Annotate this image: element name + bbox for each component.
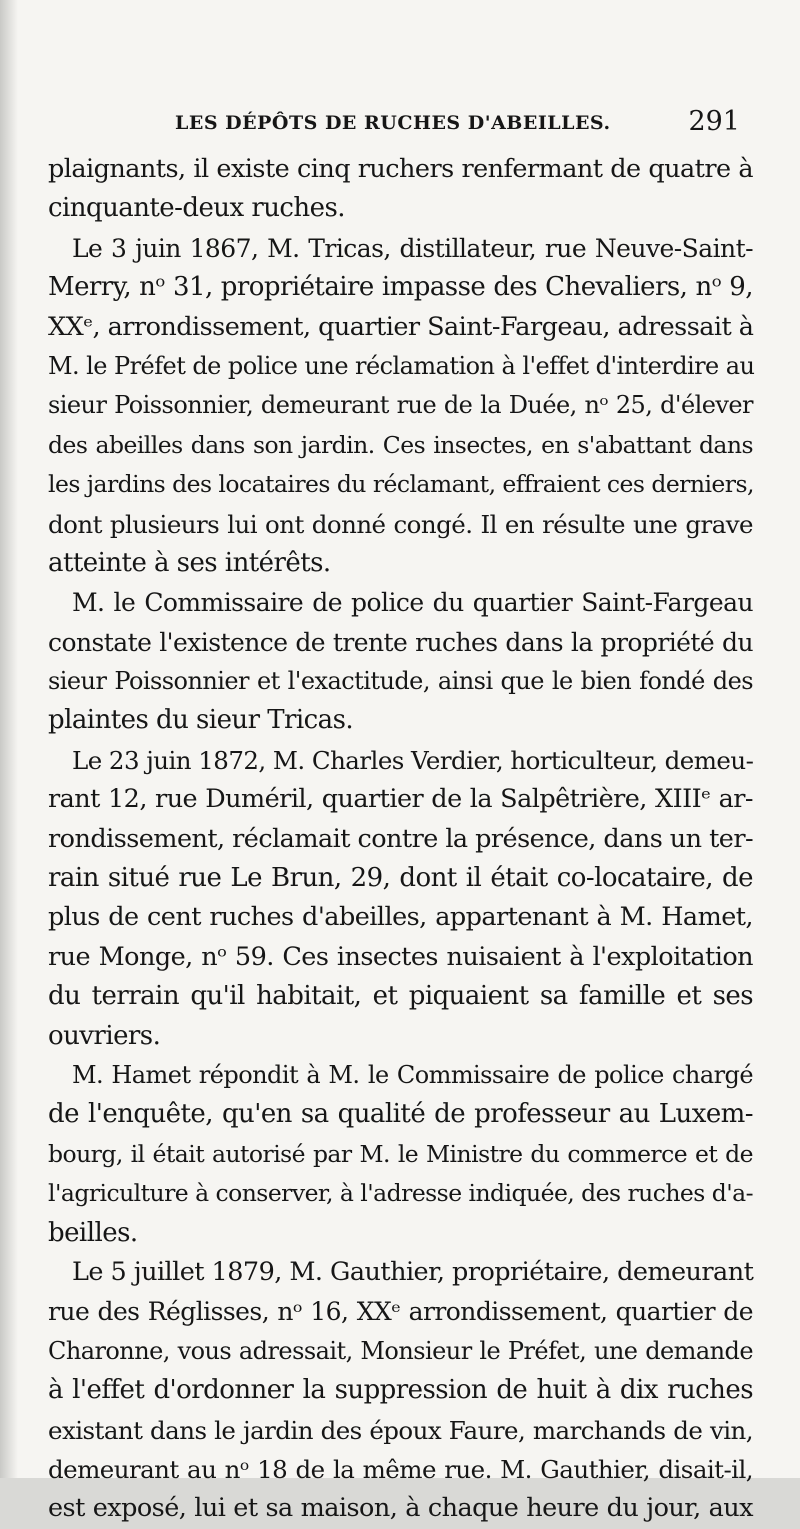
text-line: Le 3 juin 1867, M. Tricas, distillateur, rue Neuve-Saint- [72, 233, 753, 263]
text-line: plaintes du sieur Tricas. [48, 705, 354, 736]
text-line: sieur Poissonnier et l'exactitude, ainsi que le bien fondé des [48, 667, 753, 696]
text-line: rue des Réglisses, nᵒ 16, XXᵉ arrondissement, quartier de [48, 1297, 753, 1327]
text-line: Le 23 juin 1872, M. Charles Verdier, horticulteur, demeu- [72, 745, 754, 775]
text-line: rain situé rue Le Brun, 29, dont il était co-locataire, de [48, 863, 753, 894]
text-line: rue Monge, nᵒ 59. Ces insectes nuisaient à l'exploitation [48, 941, 753, 972]
text-line: demeurant au nᵒ 18 de la même rue. M. Gauthier, disait-il, [48, 1454, 753, 1484]
text-line: sieur Poissonnier, demeurant rue de la Duée, nᵒ 25, d'élever [48, 391, 753, 420]
text-line: XXᵉ, arrondissement, quartier Saint-Fargeau, adressait à [48, 311, 754, 342]
text-line: à l'effet d'ordonner la suppression de huit à dix ruches [48, 1375, 753, 1406]
page-gutter-shadow [0, 0, 18, 1478]
text-line: M. le Préfet de police une réclamation à l'effet d'interdire au [48, 351, 755, 380]
text-line: de l'enquête, qu'en sa qualité de professeur au Luxem- [48, 1099, 753, 1130]
text-line: dont plusieurs lui ont donné congé. Il en résulte une grave [48, 509, 753, 539]
text-line: rondissement, réclamait contre la présence, dans un ter- [48, 823, 754, 854]
text-line: Merry, nᵒ 31, propriétaire impasse des Chevaliers, nᵒ 9, [48, 272, 753, 303]
running-title: LES DÉPÔTS DE RUCHES D'ABEILLES. [175, 112, 611, 134]
text-line: des abeilles dans son jardin. Ces insectes, en s'abattant dans [48, 430, 753, 459]
text-line: ouvriers. [48, 1020, 161, 1051]
page-header [48, 104, 744, 144]
page-number: 291 [688, 106, 740, 137]
text-line: constate l'existence de trente ruches dans la propriété du [48, 627, 753, 657]
text-line: bourg, il était autorisé par M. le Ministre du commerce et de [48, 1139, 753, 1168]
text-line: M. Hamet répondit à M. le Commissaire de police chargé [72, 1060, 753, 1089]
text-line: cinquante-deux ruches. [48, 193, 345, 224]
text-line: atteinte à ses intérêts. [48, 547, 331, 578]
text-line: Le 5 juillet 1879, M. Gauthier, propriétaire, demeurant [72, 1256, 754, 1287]
text-line: rant 12, rue Duméril, quartier de la Salpêtrière, XIIIᵉ ar- [48, 784, 753, 815]
text-line: existant dans le jardin des époux Faure, marchands de vin, [48, 1415, 753, 1445]
text-line: les jardins des locataires du réclamant, effraient ces derniers, [48, 470, 754, 499]
text-line: plaignants, il existe cinq ruchers renfermant de quatre à [48, 154, 753, 184]
body-text [48, 150, 753, 1529]
text-line: Charonne, vous adressait, Monsieur le Préfet, une demande [48, 1336, 753, 1365]
text-line: plus de cent ruches d'abeilles, appartenant à M. Hamet, [48, 902, 753, 933]
text-line: est exposé, lui et sa maison, à chaque heure du jour, aux [48, 1493, 753, 1524]
text-line: M. le Commissaire de police du quartier Saint-Fargeau [72, 588, 753, 618]
text-line: beilles. [48, 1217, 138, 1248]
text-line: l'agriculture à conserver, à l'adresse indiquée, des ruches d'a- [48, 1179, 753, 1208]
text-line: du terrain qu'il habitait, et piquaient sa famille et ses [48, 981, 753, 1012]
